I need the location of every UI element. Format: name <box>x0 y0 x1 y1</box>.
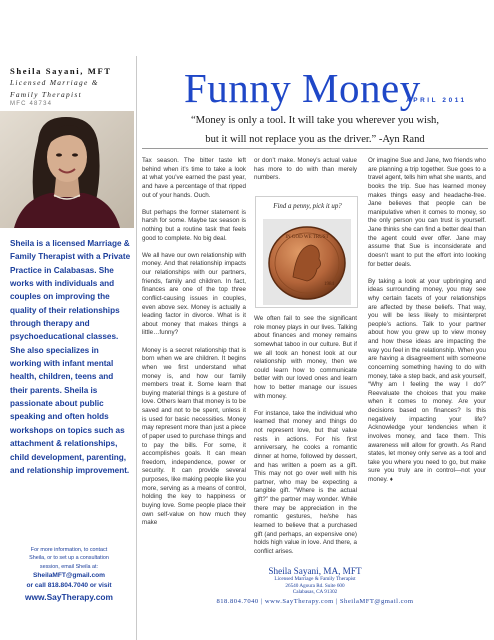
paragraph: We often fail to see the significant role money plays in our lives. Talking about finances and money remains somewhat taboo in our culture. But if we all took an honest look at our relationship with money, then we could learn how to communicate better with our loved ones and learn how to better manage our issues with money. <box>254 315 357 400</box>
article-column-1 <box>142 157 246 536</box>
svg-text:IN GOD WE TRUST: IN GOD WE TRUST <box>285 235 329 240</box>
contact-block <box>6 546 132 603</box>
footer-address-line2: Calabasas, CA 91302 <box>292 589 338 596</box>
contact-line2: Sheila, or to set up a consultation <box>29 555 109 562</box>
figure-caption: Find a penny, pick it up? <box>273 203 342 210</box>
paragraph: Tax season. The bitter taste left behind when it’s time to take a look at what you’ve earned the past year, and have a percentage of that ripped out of your hands. Ouch. <box>142 157 246 199</box>
author-portrait-photo <box>0 111 134 228</box>
quote-divider <box>142 148 488 149</box>
penny-figure <box>255 196 358 308</box>
article-column-2-continued <box>254 315 357 565</box>
author-bio: Sheila is a licensed Marriage & Family Therapist with a Private Practice in Calabasas. She works with individuals and couples on improving the quality of their relationships through therapy and psychoeducational classes. She also specializes in working with infant mental health, children, teens and their parents. Sheila is passionate about public speaking and often holds workshops on topics such as attachment & relationships, child development, parenting, and relationship improvement. <box>10 239 131 475</box>
paragraph: or don’t make. Money’s actual value has more to do with than merely numbers. <box>254 157 357 182</box>
newsletter-title: Funny Money <box>184 65 421 111</box>
article-column-3 <box>368 157 486 493</box>
sidebar-header-band <box>0 0 136 56</box>
issue-date: APRIL 2011 <box>406 97 467 104</box>
paragraph: Money is a secret relationship that is born when we are children. It begins when we first understand what money is, and how our family members treat it. Some learn that buying material things is a gesture of love. Others learn that money is to be saved and not to be spent, unless it is used for basic necessities. Money may represent more than just a piece of paper used to purchase things and to pay the bills. For some, it accomplishes goals. It can mean freedom, independence, power or security. It can provide several purposes, like making people like you more, serving as a means of control, holding the key to happiness or buying love. Some people place their own self-value on how much they make <box>142 346 246 527</box>
author-name: Sheila Sayani, MFT <box>10 66 112 76</box>
footer <box>136 566 494 605</box>
footer-contact-line[interactable]: 818.804.7040 | www.SayTherapy.com | SheilaMFT@gmail.com <box>216 597 414 605</box>
paragraph: But perhaps the former statement is harsh for some. Maybe tax season is nothing but a routine task that feels good to complete. No big deal. <box>142 208 246 242</box>
article-column-2 <box>254 157 357 191</box>
paragraph: By taking a look at your upbringing and ideas surrounding money, you may see why certain facets of your relationships are affected by these beliefs. That way, you will be less likely to misinterpret people’s actions. Talk to your partner about how you grew up to view money and how these ideas are impacting the way you feel in the relationship. When you are having a disagreement with someone concerning something having to do with money, take a step back, and ask yourself, “Why am I feeling the way I do?” Reevaluate the choices that you make when it comes to money. Are your decisions based on finances? Is this negatively impacting your life? Acknowledge your tendencies when it involves money, and face them. This awareness will allow for growth. As Rand states, let money only serve as a tool and take you where you need to go, but make sure you truly are in control—not your money. ♦ <box>368 277 487 484</box>
contact-line3: session, email Sheila at: <box>39 563 99 570</box>
pull-quote <box>150 111 480 149</box>
footer-title: Licensed Marriage & Family Therapist <box>274 576 356 582</box>
author-license: MFC 48734 <box>10 101 53 107</box>
footer-name: Sheila Sayani, MA, MFT <box>268 566 362 576</box>
paragraph: For instance, take the individual who learned that money and things do not represent love, but that value rests in actions. For his first anniversary, he cooks a romantic dinner at home, followed by dessert, and has written a poem as a gift. This may not go over well with his partner, who may be expecting a tangible gift. “Where is the actual gift?” the partner may wonder. While there may be appreciation in the romantic gestures, he/she has learned to believe that a purchased gift (and perhaps, an expensive one) holds high value in love. And there, a conflict arises. <box>254 409 357 555</box>
header-band <box>137 0 494 56</box>
paragraph: We all have our own relationship with money. And that relationship impacts our relationships with our partners, friends, family and children. In fact, finances are one of the top three conflict-causing issues in couples, even above sex. Money is actually a leading factor in divorce. What is it about money that makes things a little…funny? <box>142 251 246 337</box>
contact-email-link[interactable]: SheilaMFT@gmail.com <box>32 572 105 580</box>
author-title-line2: Family Therapist <box>10 90 82 99</box>
author-title-line1: Licensed Marriage & <box>10 78 99 87</box>
quote-line2: but it will not replace you as the driver.” -Ayn Rand <box>205 134 425 145</box>
contact-phone-line: or call 818.804.7040 or visit <box>26 582 112 590</box>
contact-website-link[interactable]: www.SayTherapy.com <box>25 592 113 603</box>
contact-line1: For more information, to contact <box>30 547 108 553</box>
author-block <box>10 66 132 107</box>
svg-text:1984: 1984 <box>324 282 334 287</box>
sidebar <box>0 0 136 640</box>
quote-line1: “Money is only a tool. It will take you wherever you wish, <box>190 115 440 126</box>
footer-address-line1: 26540 Agoura Rd. Suite 600 <box>285 582 345 589</box>
penny-coin-image <box>263 219 351 305</box>
paragraph: Or imagine Sue and Jane, two friends who are planning a trip together. Sue goes to a travel agent, tells him what she wants, and books the trip. Sue has learned money makes things easy and headache-free. Jane believes that people can be manipulative when it comes to money, so the only person you can trust is yourself. Jane thinks she can find a better deal than the agent could ever offer. Jane may assume that Sue is inconsiderate and doesn’t want to put the effort into looking for better deals. <box>368 157 486 268</box>
